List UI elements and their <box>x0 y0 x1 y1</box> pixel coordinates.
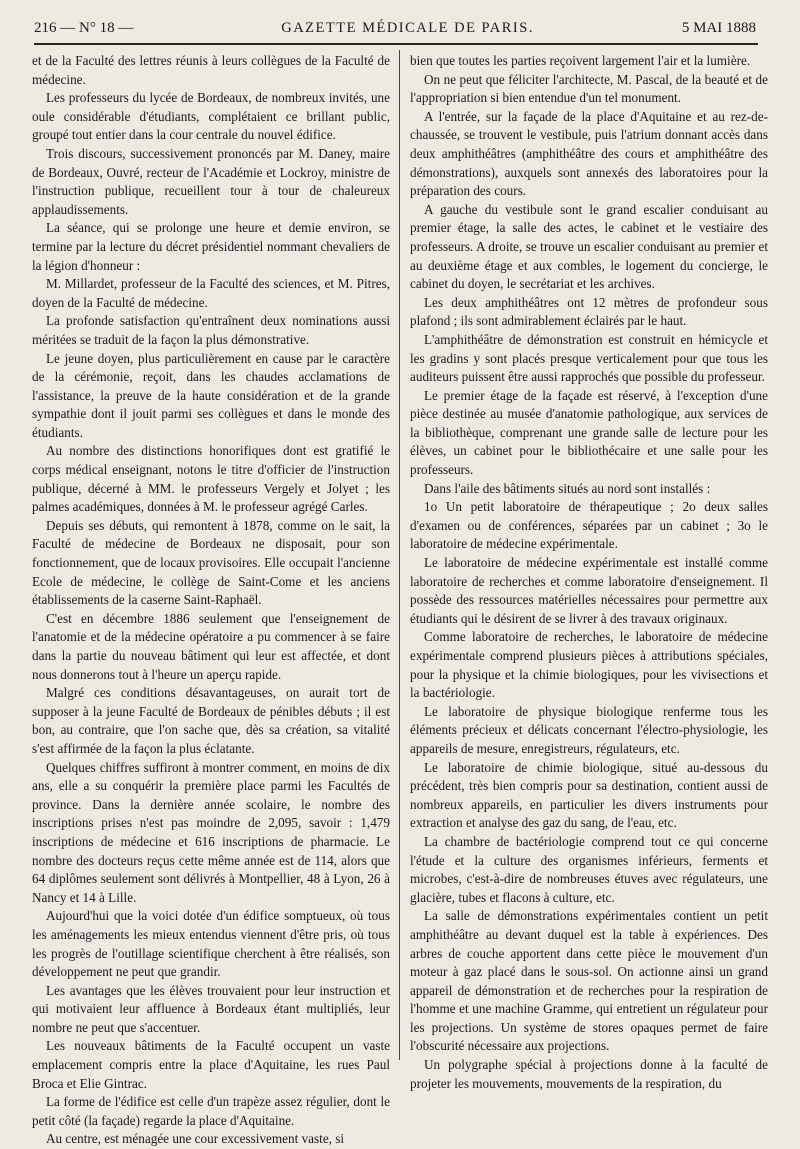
paragraph: Comme laboratoire de recherches, le laboratoire de médecine expérimentale comprend plusieurs pièces à attributions spéciales, pour la physique et la chimie biologiques, pour les vivisections et la bactériologie. <box>410 629 768 701</box>
paragraph: La chambre de bactériologie comprend tout ce qui concerne l'étude et la culture des organismes inférieurs, ferments et microbes, c'est-à-dire de nombreuses étuves avec régulateurs, une glacière, tubes et flacons à culture, etc. <box>410 833 768 905</box>
issue-date: 5 MAI 1888 <box>681 19 756 36</box>
paragraph: bien que toutes les parties reçoivent largement l'air et la lumière. <box>410 53 751 68</box>
paragraph: La profonde satisfaction qu'entraînent deux nominations aussi méritées se traduit de la façon la plus démonstrative. <box>32 313 390 347</box>
paragraph: Les avantages que les élèves trouvaient pour leur instruction et qui motivaient leur affluence à Bordeaux étant multipliés, leur nombre ne peut que s'accentuer. <box>32 982 390 1035</box>
paragraph: Les deux amphithéâtres ont 12 mètres de profondeur sous plafond ; ils sont admirablement éclairés par le haut. <box>410 294 768 329</box>
paragraph: Aujourd'hui que la voici dotée d'un édifice somptueux, où tous les aménagements les mieux entendus viennent d'être pris, où tous les progrès de l'outillage scientifique cherchent à être réalisés, son développement ne peut que grandir. <box>32 908 390 980</box>
page-header <box>34 16 756 40</box>
paragraph: Malgré ces conditions désavantageuses, on aurait tort de supposer à la jeune Faculté de Bordeaux de pénibles débuts ; il est bon, au contraire, que l'on sache que, dès sa création, sa vitalité s'est affirmée de la façon la plus éclatante. <box>32 685 390 756</box>
header-rule <box>34 43 758 45</box>
paragraph: 1o Un petit laboratoire de thérapeutique ; 2o deux salles d'examen ou de conférences, séparées par un cabinet ; 3o le laboratoire de médecine expérimentale. <box>410 499 768 552</box>
paragraph: A gauche du vestibule sont le grand escalier conduisant au premier étage, la salle des actes, le cabinet et le vestiaire des professeurs. A droite, se trouve un escalier conduisant au premier et au deuxième étage et aux combles, le logement du concierge, le cabinet du doyen, le secrétariat et les archives. <box>410 201 768 292</box>
paragraph: Le jeune doyen, plus particulièrement en cause par le caractère de la cérémonie, reçoit, dans les chaudes acclamations de l'assistance, la preuve de la haute considération et de la grande sympathie dont il jouit parmi ses collègues et dans le monde des étudiants. <box>32 350 390 440</box>
paragraph: Les nouveaux bâtiments de la Faculté occupent un vaste emplacement compris entre la place d'Aquitaine, les rues Paul Broca et Elie Gintrac. <box>32 1038 390 1091</box>
paragraph: Quelques chiffres suffiront à montrer comment, en moins de dix ans, elle a su conquérir la première place parmi les Facultés de province. Dans la dernière année scolaire, le nombre des inscriptions prises n'est pas moindre de 2,095, savoir : 1,479 inscriptions de médecine et 616 inscriptions de pharmacie. Le nombre des docteurs reçus cette même année est de 114, alors que 64 diplômes seulement sont délivrés à Montpellier, 48 à Lyon, 26 à Nancy et 14 à Lille. <box>32 759 390 905</box>
paragraph: Le laboratoire de médecine expérimentale est installé comme laboratoire de recherches et comme laboratoire d'enseignement. Il possède des ressources matérielles nécessaires pour permettre aux étudiants qui le désirent de se livrer à des travaux originaux. <box>410 555 768 626</box>
paragraph: L'amphithéâtre de démonstration est construit en hémicycle et les gradins y sont placés presque verticalement pour que tous les auditeurs puissent être aussi rapprochés que possible du professeur. <box>410 331 768 385</box>
paragraph: On ne peut que féliciter l'architecte, M. Pascal, de la beauté et de l'appropriation si bien entendue d'un tel monument. <box>410 71 768 106</box>
paragraph: et de la Faculté des lettres réunis à leurs collègues de la Faculté de médecine. <box>32 53 390 87</box>
paragraph: Le laboratoire de physique biologique renferme tous les éléments précieux et délicats concernant l'électro-physiologie, les appareils de mesure, enregistreurs, régulateurs, etc. <box>410 703 768 756</box>
paragraph: Trois discours, successivement prononcés par M. Daney, maire de Bordeaux, Ouvré, recteur de l'Académie et Lockroy, ministre de l'instruction publique, recueillent tour à tour de chaleureux applaudissements. <box>32 145 390 217</box>
paragraph: Au nombre des distinctions honorifiques dont est gratifié le corps médical enseignant, notons le titre d'officier de l'instruction publique, décerné à MM. le professeurs Vergely et Jolyet ; les palmes académiques, données à M. le professeur agrégé Carles. <box>32 443 390 515</box>
right-column <box>410 52 768 1091</box>
paragraph: La forme de l'édifice est celle d'un trapèze assez régulier, dont le petit côté (la façade) regarde la place d'Aquitaine. <box>32 1094 390 1128</box>
paragraph: A l'entrée, sur la façade de la place d'Aquitaine et au rez-de-chaussée, se trouvent le vestibule, puis l'atrium donnant accès dans deux amphithéâtres (amphithéâtre des cours et amphithéâtre des démonstrations), auxquels sont annexés des laboratoires pour la préparation des cours. <box>410 108 768 199</box>
paragraph: Les professeurs du lycée de Bordeaux, de nombreux invités, une oule considérable d'étudiants, complétaient ce brillant public, groupé tout entier dans la cour centrale du nouvel édifice. <box>32 90 390 143</box>
paragraph: Dans l'aile des bâtiments situés au nord sont installés : <box>424 480 711 496</box>
paragraph: Le premier étage de la façade est réservé, à l'exception d'une pièce destinée au musée d'anatomie pathologique, aux services de la bibliothèque, comprenant une grande salle de lecture pour les élèves, un cabinet pour le bibliothécaire et une salle pour les professeurs. <box>410 387 768 478</box>
column-divider <box>399 50 400 1060</box>
paragraph: La séance, qui se prolonge une heure et demie environ, se termine par la lecture du décret présidentiel nommant chevaliers de la légion d'honneur : <box>32 220 390 273</box>
page-number: 216 — N° 18 — <box>34 19 134 36</box>
paragraph: Le laboratoire de chimie biologique, situé au-dessous du précédent, très bien compris pour sa destination, contient aussi de nombreux appareils, en particulier les divers instruments pour extraction et analyse des gaz du sang, de l'eau, etc. <box>410 759 768 831</box>
paragraph: Depuis ses débuts, qui remontent à 1878, comme on le sait, la Faculté de médecine de Bordeaux ne disposait, pour son fonctionnement, que de locaux provisoires. Elle occupait l'ancienne Ecole de médecine, le collège de Saint-Come et les anciens établissements de la caserne Saint-Raphaël. <box>32 517 390 608</box>
paragraph: C'est en décembre 1886 seulement que l'enseignement de l'anatomie et de la médecine opératoire a pu commencer à se faire dans la partie du nouveau bâtiment qui leur est affectée, et dont nous donnerons tout à l'heure un aperçu rapide. <box>32 610 390 682</box>
paragraph: Un polygraphe spécial à projections donne à la faculté de projeter les mouvements, mouvements de la respiration, du <box>410 1057 768 1091</box>
paragraph: Au centre, est ménagée une cour excessivement vaste, si <box>46 1131 345 1147</box>
journal-title: GAZETTE MÉDICALE DE PARIS. <box>281 19 534 36</box>
left-column <box>32 52 390 1147</box>
paragraph: La salle de démonstrations expérimentales contient un petit amphithéâtre au devant duquel est la table à expériences. Des arbres de couche apportent dans cette pièce le mouvement d'un moteur à gaz placé dans le sous-sol. On actionne ainsi un grand appareil de démonstration et de recherches pour la respiration de l'homme et une machine Gramme, qui entretient un régulateur pour les projections. Un système de stores opaques permet de faire l'obscurité nécessaire aux projections. <box>410 908 768 1054</box>
paragraph: M. Millardet, professeur de la Faculté des sciences, et M. Pitres, doyen de la Faculté de médecine. <box>32 276 390 310</box>
